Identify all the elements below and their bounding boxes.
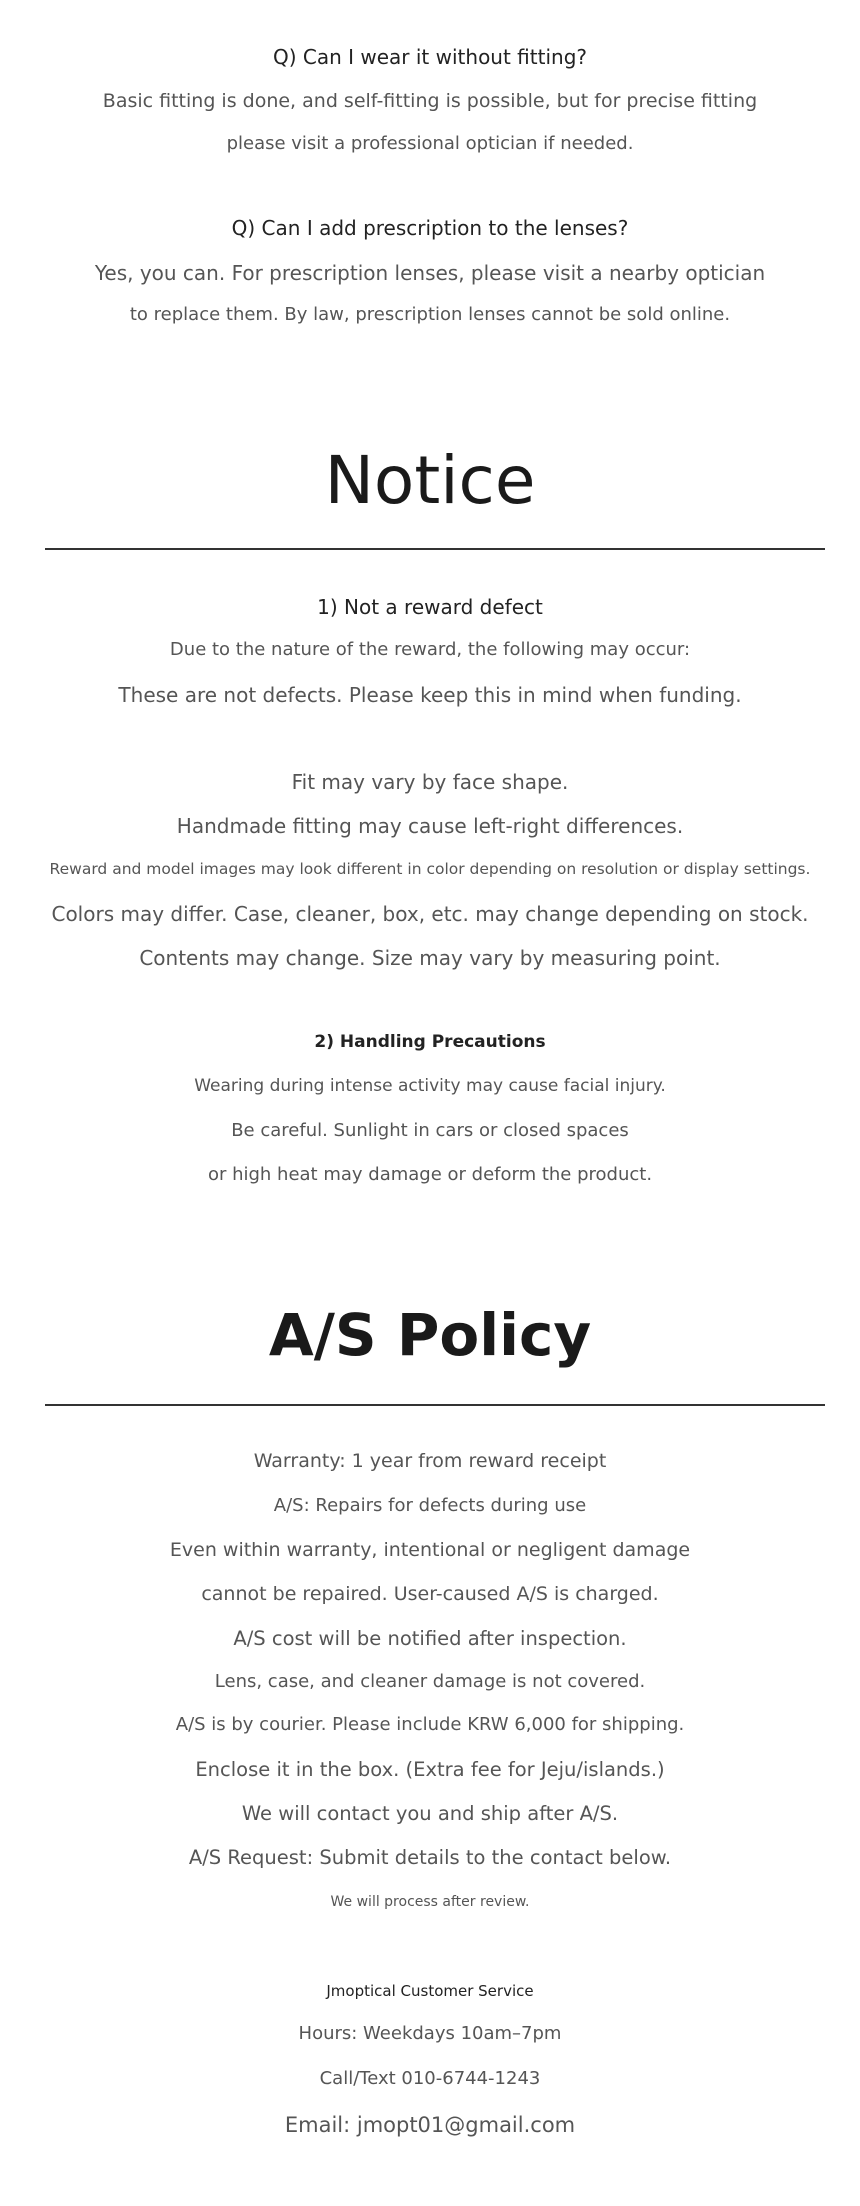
as-policy-line-5: A/S cost will be notified after inspection. [233,1627,627,1650]
faq-answer-2-line-2: to replace them. By law, prescription lenses cannot be sold online. [129,304,731,325]
contact-name: Jmoptical Customer Service [326,1982,534,2000]
faq-question-2: Q) Can I add prescription to the lenses? [231,216,629,240]
faq-answer-2-line-1: Yes, you can. For prescription lenses, please visit a nearby optician [94,261,766,285]
contact-hours: Hours: Weekdays 10am–7pm [298,2023,562,2044]
notice-section1-item-5: Contents may change. Size may vary by measuring point. [139,946,721,970]
as-policy-line-9: We will contact you and ship after A/S. [241,1802,619,1825]
as-policy-line-11: We will process after review. [330,1894,530,1910]
notice-section2-line-2: Be careful. Sunlight in cars or closed spaces [231,1120,629,1141]
notice-title: Notice [324,442,536,519]
contact-phone: Call/Text 010-6744-1243 [319,2068,541,2089]
faq-answer-1-line-2: please visit a professional optician if needed. [226,133,634,154]
notice-section1-intro-2: These are not defects. Please keep this in mind when funding. [118,683,742,707]
notice-section1-heading: 1) Not a reward defect [317,595,543,619]
as-policy-line-7: A/S is by courier. Please include KRW 6,000 for shipping. [175,1714,685,1735]
as-policy-line-4: cannot be repaired. User-caused A/S is charged. [201,1583,659,1605]
notice-section1-item-2: Handmade fitting may cause left-right differences. [176,814,684,838]
notice-section2-heading: 2) Handling Precautions [314,1032,546,1052]
notice-section1-item-1: Fit may vary by face shape. [291,770,569,794]
as-policy-title: A/S Policy [268,1301,592,1369]
notice-section2-line-3: or high heat may damage or deform the product. [207,1164,653,1185]
as-policy-line-6: Lens, case, and cleaner damage is not covered. [214,1671,646,1692]
as-policy-divider [45,1404,825,1406]
contact-email: Email: jmopt01@gmail.com [284,2113,576,2137]
as-policy-line-1: Warranty: 1 year from reward receipt [253,1450,607,1472]
faq-question-1: Q) Can I wear it without fitting? [272,45,588,69]
as-policy-line-8: Enclose it in the box. (Extra fee for Jeju/islands.) [195,1758,665,1781]
notice-section1-item-4: Colors may differ. Case, cleaner, box, etc. may change depending on stock. [51,902,809,926]
faq-answer-1-line-1: Basic fitting is done, and self-fitting is possible, but for precise fitting [102,90,758,112]
notice-section1-intro-1: Due to the nature of the reward, the following may occur: [169,639,691,660]
notice-divider [45,548,825,550]
notice-section2-line-1: Wearing during intense activity may cause facial injury. [194,1076,666,1096]
notice-section1-item-3: Reward and model images may look different in color depending on resolution or display settings. [49,860,811,878]
as-policy-line-3: Even within warranty, intentional or negligent damage [169,1539,691,1561]
as-policy-line-2: A/S: Repairs for defects during use [273,1495,587,1516]
as-policy-line-10: A/S Request: Submit details to the contact below. [188,1846,672,1869]
